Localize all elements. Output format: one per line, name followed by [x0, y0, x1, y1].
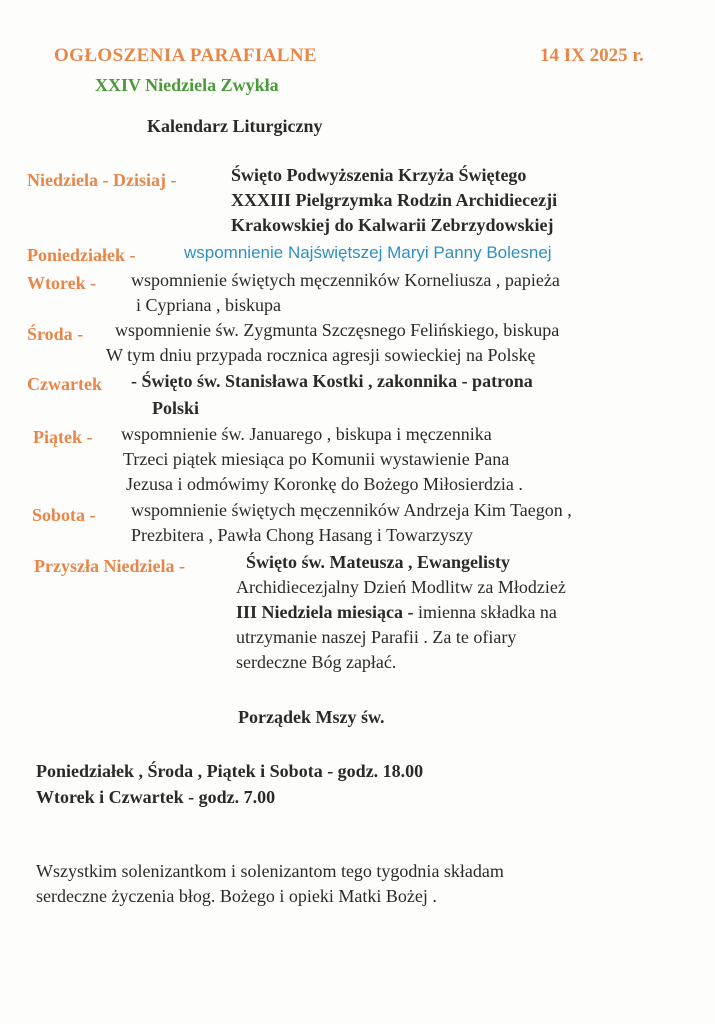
announcement-date: 14 IX 2025 r.: [540, 45, 644, 66]
next-sunday-youth-day: Archidiecezjalny Dzień Modlitw za Młodzież: [236, 577, 566, 597]
saturday-memorial-cont: Prezbitera , Pawła Chong Hasang i Towarzyszy: [131, 525, 473, 545]
day-monday: Poniedziałek -: [27, 245, 136, 265]
day-sunday: Niedziela - Dzisiaj -: [27, 170, 177, 190]
day-next-sunday: Przyszła Niedziela -: [34, 556, 185, 576]
thursday-feast-cont: Polski: [152, 398, 200, 418]
sunday-feast: Święto Podwyższenia Krzyża Świętego: [231, 165, 527, 185]
day-saturday: Sobota -: [32, 505, 96, 525]
thursday-feast: - Święto św. Stanisława Kostki , zakonnika - patrona: [131, 371, 533, 391]
collection-label: III Niedziela miesiąca -: [236, 602, 414, 622]
mass-evening-schedule: Poniedziałek , Środa , Piątek i Sobota - godz. 18.00: [36, 761, 424, 781]
day-friday: Piątek -: [33, 427, 93, 447]
tuesday-memorial-cont: i Cypriana , biskupa: [136, 295, 281, 315]
next-sunday-collection: [236, 602, 557, 623]
sunday-subtitle: XXIV Niedziela Zwykła: [95, 75, 279, 95]
next-sunday-collection-cont: utrzymanie naszej Parafii . Za te ofiary: [236, 627, 517, 647]
sunday-pilgrimage-cont: Krakowskiej do Kalwarii Zebrzydowskiej: [231, 215, 554, 235]
tuesday-memorial: wspomnienie świętych męczenników Korneliusza , papieża: [131, 270, 560, 290]
collection-text: imienna składka na: [417, 602, 557, 622]
monday-memorial: wspomnienie Najświętszej Maryi Panny Bolesnej: [184, 243, 552, 262]
mass-morning-schedule: Wtorek i Czwartek - godz. 7.00: [36, 787, 276, 807]
next-sunday-feast: Święto św. Mateusza , Ewangelisty: [246, 552, 510, 572]
calendar-heading: Kalendarz Liturgiczny: [147, 116, 323, 136]
saturday-memorial: wspomnienie świętych męczenników Andrzeja Kim Taegon ,: [131, 500, 572, 520]
mass-heading: Porządek Mszy św.: [238, 707, 385, 727]
friday-memorial: wspomnienie św. Januarego , biskupa i męczennika: [121, 424, 492, 444]
sunday-pilgrimage: XXXIII Pielgrzymka Rodzin Archidiecezji: [231, 190, 558, 210]
wednesday-note: W tym dniu przypada rocznica agresji sowieckiej na Polskę: [106, 345, 536, 365]
wednesday-memorial: wspomnienie św. Zygmunta Szczęsnego Felińskiego, biskupa: [115, 320, 560, 340]
page-title: OGŁOSZENIA PARAFIALNE: [54, 45, 318, 66]
wishes-line-2: serdeczne życzenia błog. Bożego i opieki Matki Bożej .: [36, 886, 437, 906]
friday-note: Trzeci piątek miesiąca po Komunii wystawienie Pana: [123, 449, 510, 469]
day-wednesday: Środa -: [27, 324, 84, 344]
day-thursday: Czwartek: [27, 374, 102, 394]
next-sunday-thanks: serdeczne Bóg zapłać.: [236, 652, 397, 672]
day-tuesday: Wtorek -: [27, 273, 97, 293]
friday-note-cont: Jezusa i odmówimy Koronkę do Bożego Miłosierdzia .: [126, 474, 523, 494]
wishes-line-1: Wszystkim solenizantkom i solenizantom tego tygodnia składam: [36, 861, 504, 881]
